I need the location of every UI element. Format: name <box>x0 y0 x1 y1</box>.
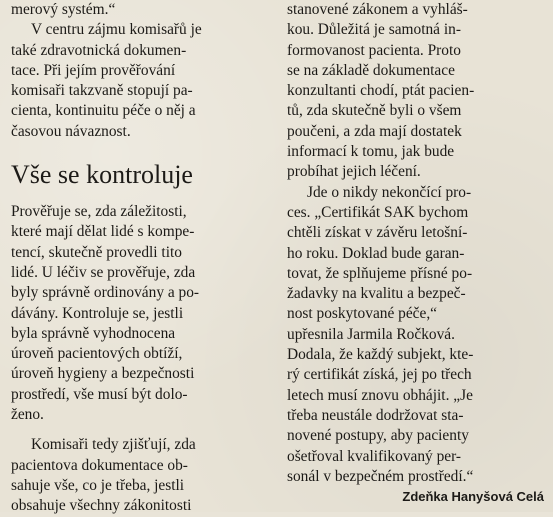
text-line: komisaři takzvaně stopují pa- <box>11 82 193 100</box>
text-line: letech musí znovu obhájit. „Je <box>287 386 473 404</box>
text-line: tencí, skutečně provedli tito <box>11 243 182 261</box>
text-line: tů, zda skutečně byli o všem <box>287 102 462 120</box>
text-line: také zdravotnická dokumen- <box>11 41 187 59</box>
left-column <box>11 0 273 517</box>
text-line: se na základě dokumentace <box>287 61 455 79</box>
text-line: chtěli získat v závěru letošní- <box>287 224 468 242</box>
text-line: žadavky na kvalitu a bezpeč- <box>287 285 466 303</box>
text-line: Komisaři tedy zjišťují, zda <box>31 436 196 454</box>
text-line: rý certifikát získá, jej po třech <box>287 366 472 384</box>
paragraph-checks <box>11 202 273 425</box>
text-line: stanovené zákonem a vyhláš- <box>287 1 468 18</box>
text-line: sonál v bezpečném prostředí.“ <box>287 467 474 485</box>
text-line: lidé. U léčiv se prověřuje, zda <box>11 263 196 281</box>
text-line: pacientova dokumentace ob- <box>11 456 188 474</box>
text-line: Dodala, že každý subjekt, kte- <box>287 346 474 364</box>
text-line: sahuje vše, co je třeba, jestli <box>11 476 185 494</box>
text-line: nost poskytované péče,“ <box>287 305 438 323</box>
text-line: ošetřoval kvalifikovaný per- <box>287 447 462 465</box>
text-line: merový systém.“ <box>11 1 116 18</box>
right-column <box>287 0 549 487</box>
text-line: formovanost pacienta. Proto <box>287 41 461 59</box>
author-byline: Zdeňka Hanyšová Celá <box>402 489 544 504</box>
paragraph-intro <box>11 0 273 142</box>
text-line: Prověřuje se, zda záležitosti, <box>11 203 187 221</box>
section-heading: Vše se kontroluje <box>11 160 193 190</box>
text-line: ženo. <box>11 406 44 424</box>
text-line: tace. Při jejím prověřování <box>11 61 176 79</box>
paragraph-commissioners <box>11 435 273 516</box>
text-line: byly správně ordinovány a po- <box>11 284 200 302</box>
text-line: cienta, kontinuitu péče o něj a <box>11 102 196 120</box>
text-line: probíhat jejich léčení. <box>287 163 421 181</box>
text-line: byla správně vyhodnocena <box>11 324 176 342</box>
text-line: Jde o nikdy nekončící pro- <box>307 183 472 201</box>
paragraph-certificate <box>287 183 549 487</box>
text-line: tovat, že splňujeme přísné po- <box>287 264 473 282</box>
text-line: konzultanti chodí, ptát pacien- <box>287 82 475 100</box>
text-line: informací k tomu, jak bude <box>287 143 455 161</box>
text-line: ces. „Certifikát SAK bychom <box>287 203 469 221</box>
text-line: upřesnila Jarmila Ročková. <box>287 325 455 343</box>
text-line: třeba neustále dodržovat sta- <box>287 406 464 424</box>
text-line: úroveň hygieny a bezpečnosti <box>11 365 195 383</box>
text-line: novené postupy, aby pacienty <box>287 427 469 445</box>
text-line: časovou návaznost. <box>11 122 131 140</box>
text-line: poučeni, a zda mají dostatek <box>287 122 462 140</box>
text-line: dávány. Kontroluje se, jestli <box>11 304 184 322</box>
text-line: úroveň pacientových obtíží, <box>11 345 183 363</box>
text-line: V centru zájmu komisařů je <box>31 21 202 39</box>
text-line: kou. Důležitá je samotná in- <box>287 21 461 39</box>
text-line: které mají dělat lidé s kompe- <box>11 223 195 241</box>
text-line: obsahuje všechny zákonitosti <box>11 497 192 515</box>
text-line: prostředí, vše musí být dolo- <box>11 385 188 403</box>
text-line: ho roku. Doklad bude garan- <box>287 244 465 262</box>
paragraph-informedness <box>287 0 549 183</box>
